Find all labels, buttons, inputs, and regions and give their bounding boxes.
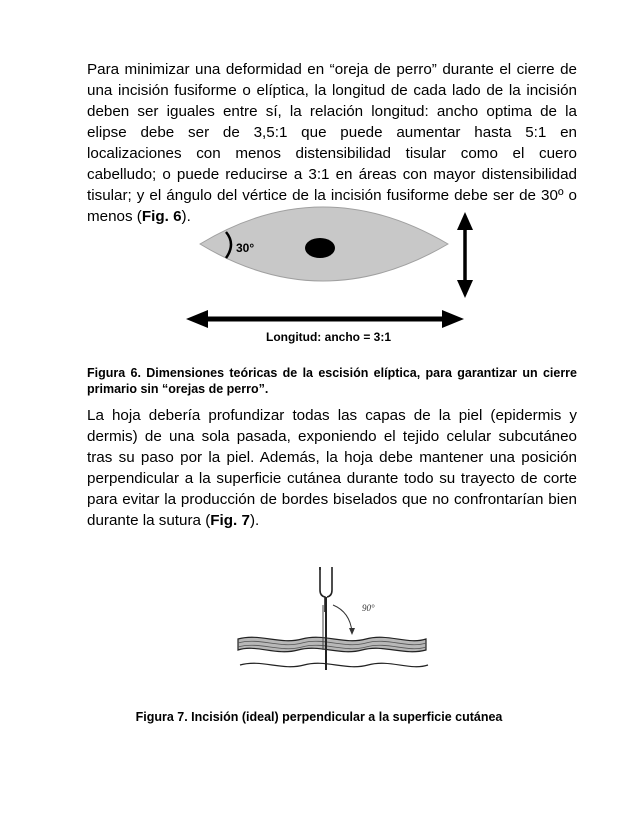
paragraph2-end: ). — [249, 512, 260, 529]
figure7-caption: Figura 7. Incisión (ideal) perpendicular a la superficie cutánea — [135, 710, 503, 724]
width-arrow — [457, 212, 473, 298]
paragraph1-text: Para minimizar una deformidad en “oreja de perro” durante el cierre de una incisión fusiforme o elíptica, la longitud de cada lado de la incisión deben ser iguales entre sí, la relación longitud: ancho optima de la elipse debe ser de 3,5:1 que puede aumentar hasta 5:1 en localizaciones con menos distensibilidad tisular como el cuero cabelludo; o puede reducirse a 3:1 en áreas con mayor distensibilidad tisular; y el ángulo del vértice de la incisión fusiforme debe ser de 30º o menos ( — [87, 61, 577, 225]
paragraph2-text: La hoja debería profundizar todas las capas de la piel (epidermis y dermis) de una sola pasada, exponiendo el tejido celular subcutáneo tras su paso por la piel. Además, la hoja debe mantener una posición perpendicular a la superficie cutánea durante todo su trayecto de corte para evitar la producción de bordes biselados que no confrontarían bien durante la sutura ( — [87, 407, 577, 529]
length-arrow — [186, 310, 464, 328]
right-angle-arc — [333, 605, 352, 632]
figure6-caption: Figura 6. Dimensiones teóricas de la escisión elíptica, para garantizar un cierre primario sin “orejas de perro”. — [87, 366, 577, 396]
paragraph-perpendicular-blade — [87, 405, 577, 531]
lesion-spot — [305, 238, 335, 258]
paragraph1-end: ). — [181, 208, 191, 225]
figure7-reference: Fig. 7 — [210, 512, 250, 529]
subcutaneous-line — [240, 663, 428, 666]
angle-label-90: 90° — [362, 603, 375, 613]
figure6-reference: Fig. 6 — [141, 208, 182, 225]
figure7-scalpel-diagram — [238, 567, 428, 670]
angle-label-30: 30° — [236, 241, 255, 255]
skin-surface — [238, 637, 426, 651]
ratio-label: Longitud: ancho = 3:1 — [266, 330, 391, 344]
